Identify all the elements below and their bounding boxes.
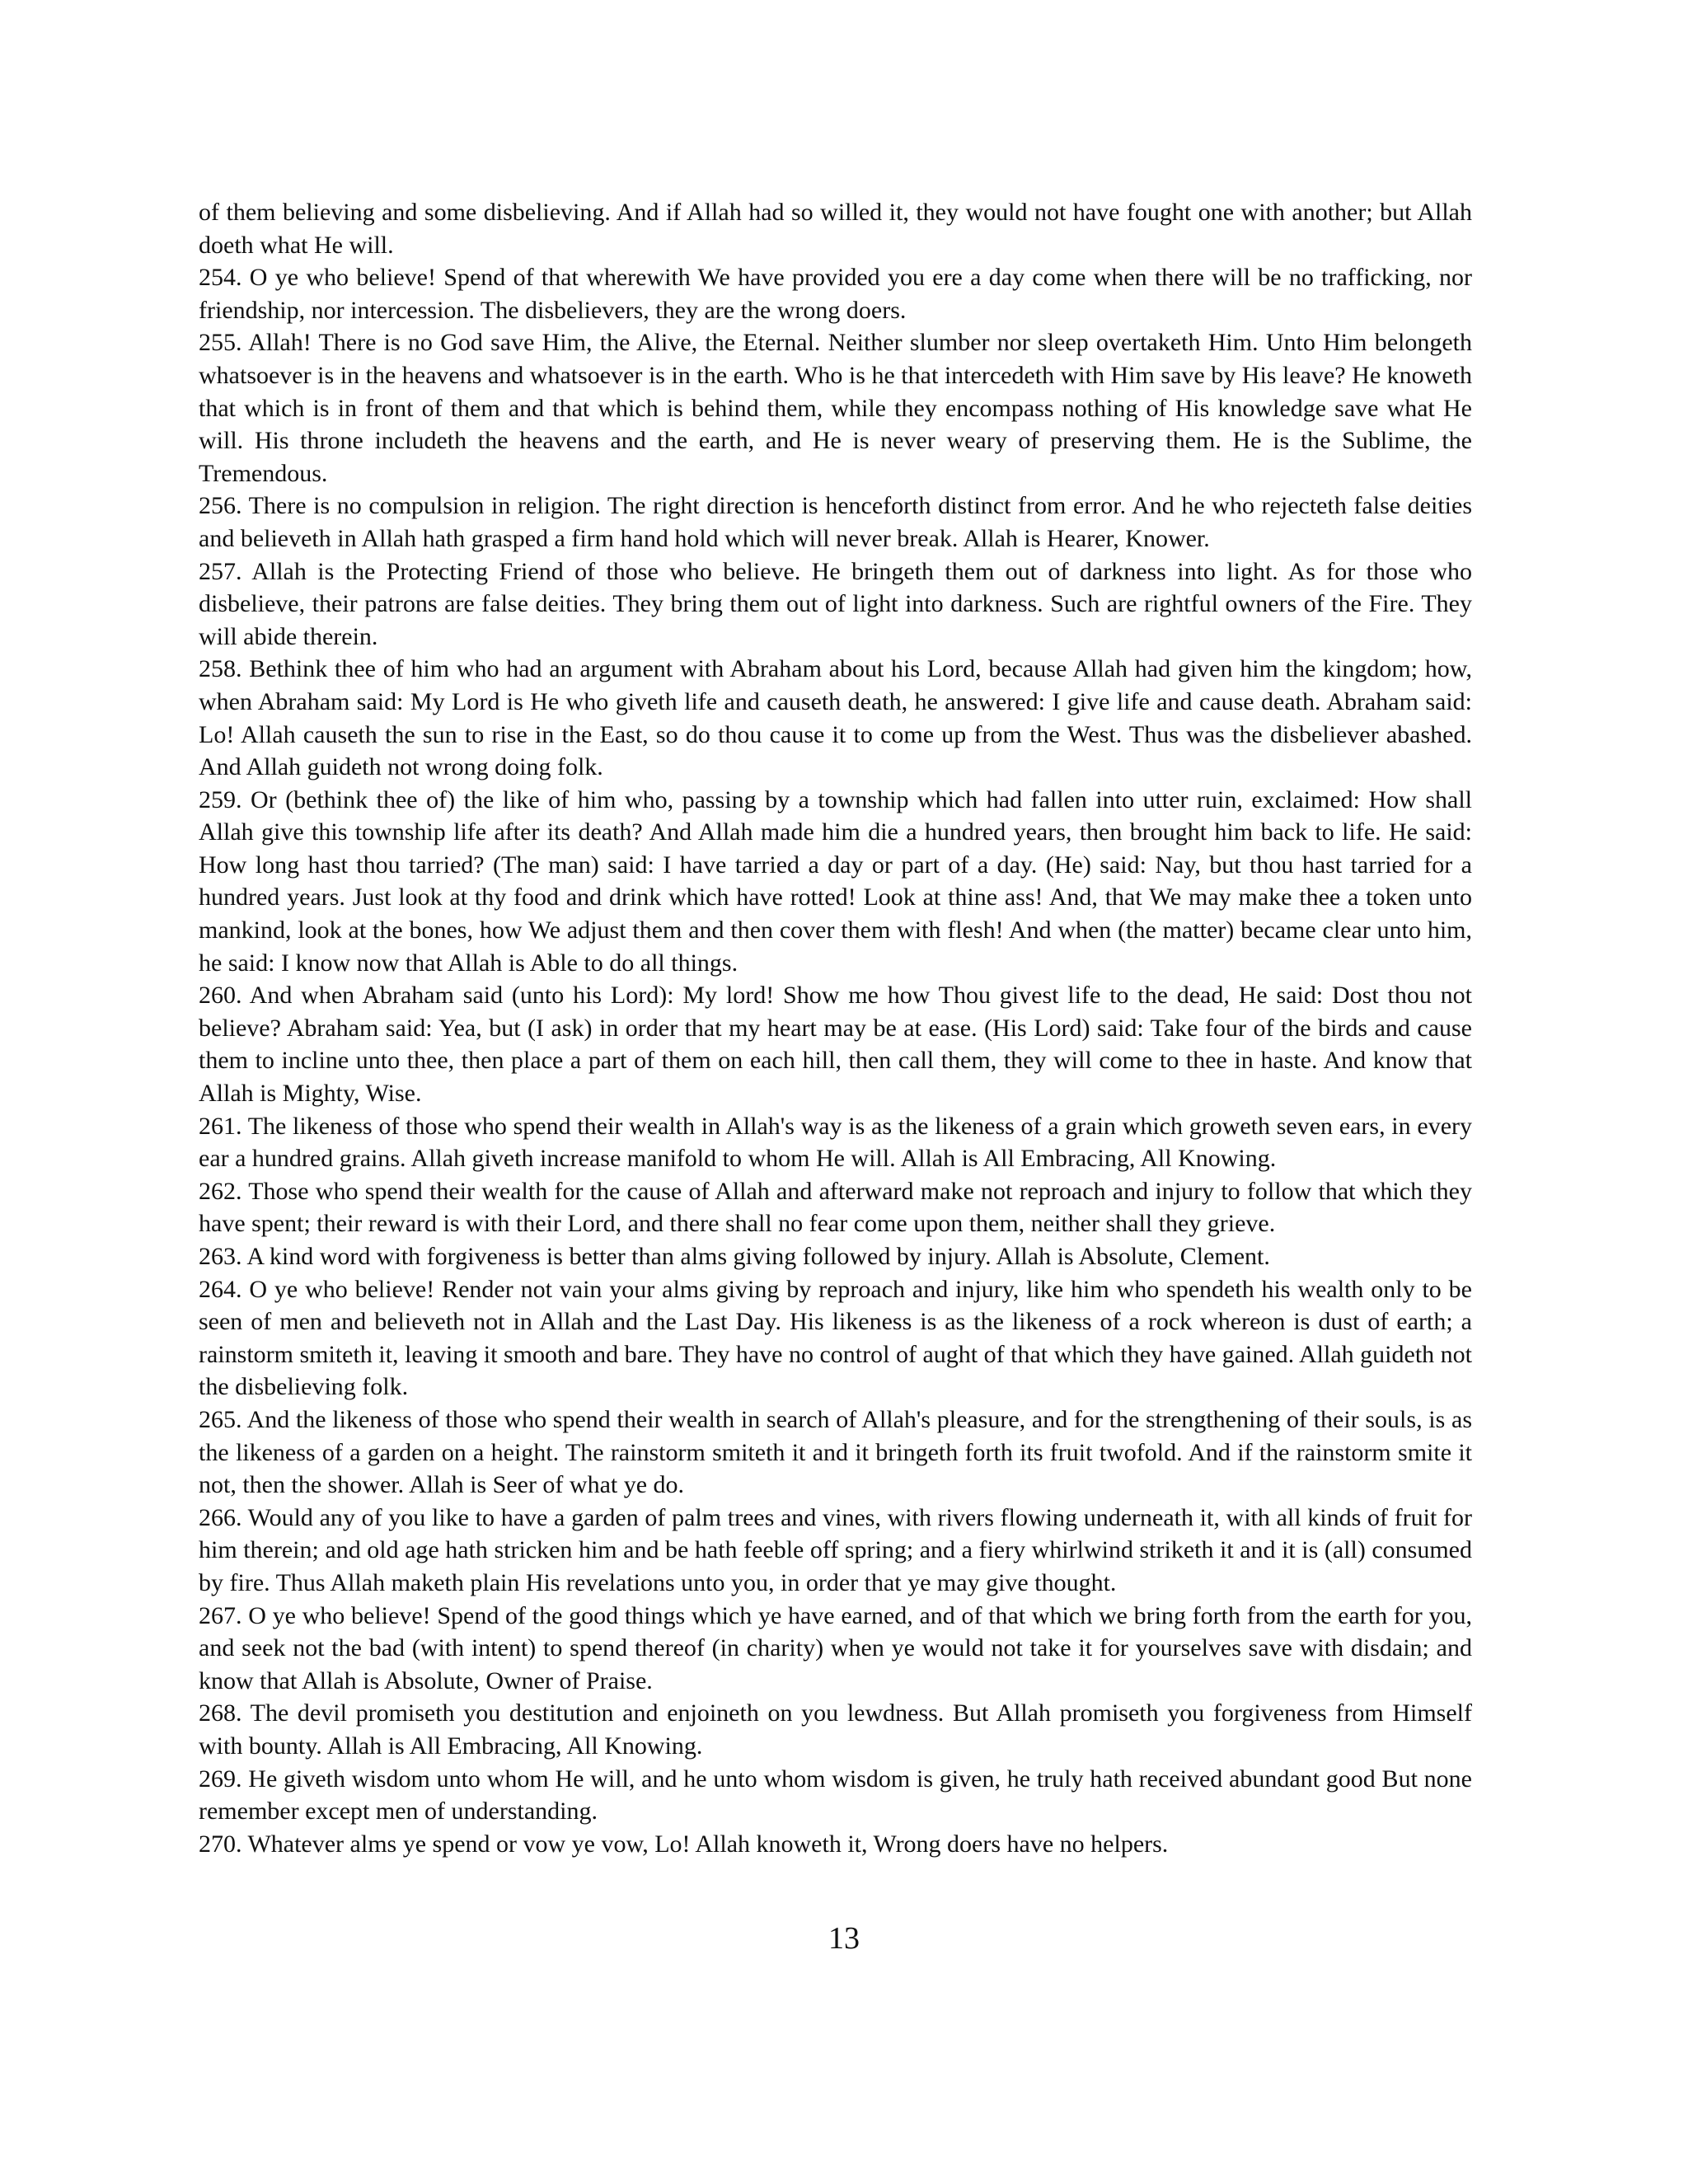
- verse-257: 257. Allah is the Protecting Friend of those who believe. He bringeth them out of darkness into light. As for those who disbelieve, their patrons are false deities. They bring them out of light into darkness. Such are rightful owners of the Fire. They will abide therein.: [199, 557, 1472, 650]
- verse-267: 267. O ye who believe! Spend of the good things which ye have earned, and of that which we bring forth from the earth for you, and seek not the bad (with intent) to spend thereof (in charity) when ye would not take it for yourselves save with disdain; and know that Allah is Absolute, Owner of Praise.: [199, 1601, 1472, 1694]
- verse-255: 255. Allah! There is no God save Him, the Alive, the Eternal. Neither slumber nor sleep overtaketh Him. Unto Him belongeth whatsoever is in the heavens and whatsoever is in the earth. Who is he that intercedeth with Him save by His leave? He knoweth that which is in front of them and that which is behind them, while they encompass nothing of His knowledge save what He will. His throne includeth the heavens and the earth, and He is never weary of preserving them. He is the Sublime, the Tremendous.: [199, 329, 1472, 487]
- verse-256: 256. There is no compulsion in religion. The right direction is henceforth distinct from error. And he who rejecteth false deities and believeth in Allah hath grasped a firm hand hold which will never break. Allah is Hearer, Knower.: [199, 492, 1472, 552]
- verse-270: 270. Whatever alms ye spend or vow ye vow, Lo! Allah knoweth it, Wrong doers have no helpers.: [199, 1830, 1169, 1858]
- verse-261: 261. The likeness of those who spend their wealth in Allah's way is as the likeness of a grain which groweth seven ears, in every ear a hundred grains. Allah giveth increase manifold to whom He will. Allah is All Embracing, All Knowing.: [199, 1112, 1472, 1173]
- verse-260: 260. And when Abraham said (unto his Lord): My lord! Show me how Thou givest life to the dead, He said: Dost thou not believe? Abraham said: Yea, but (I ask) in order that my heart may be at ease. (His Lord) said: Take four of the birds and cause them to incline unto thee, then place a part of them on each hill, then call them, they will come to thee in haste. And know that Allah is Mighty, Wise.: [199, 982, 1472, 1108]
- verse-263: 263. A kind word with forgiveness is better than alms giving followed by injury. Allah is Absolute, Clement.: [199, 1243, 1270, 1270]
- page-number: 13: [828, 1921, 860, 1956]
- verse-268: 268. The devil promiseth you destitution and enjoineth on you lewdness. But Allah promiseth you forgiveness from Himself with bounty. Allah is All Embracing, All Knowing.: [199, 1699, 1472, 1760]
- verse-265: 265. And the likeness of those who spend their wealth in search of Allah's pleasure, and for the strengthening of their souls, is as the likeness of a garden on a height. The rainstorm smiteth it and it bringeth forth its fruit twofold. And if the rainstorm smite it not, then the shower. Allah is Seer of what ye do.: [199, 1405, 1472, 1499]
- body-text: [199, 196, 1472, 1860]
- verse-269: 269. He giveth wisdom unto whom He will, and he unto whom wisdom is given, he truly hath received abundant good But none remember except men of understanding.: [199, 1765, 1472, 1825]
- verse-254: 254. O ye who believe! Spend of that wherewith We have provided you ere a day come when there will be no trafficking, nor friendship, nor intercession. The disbelievers, they are the wrong doers.: [199, 264, 1472, 324]
- verse-262: 262. Those who spend their wealth for the cause of Allah and afterward make not reproach and injury to follow that which they have spent; their reward is with their Lord, and there shall no fear come upon them, neither shall they grieve.: [199, 1177, 1472, 1238]
- verse-259: 259. Or (bethink thee of) the like of him who, passing by a township which had fallen into utter ruin, exclaimed: How shall Allah give this township life after its death? And Allah made him die a hundred years, then brought him back to life. He said: How long hast thou tarried? (The man) said: I have tarried a day or part of a day. (He) said: Nay, but thou hast tarried for a hundred years. Just look at thy food and drink which have rotted! Look at thine ass! And, that We may make thee a token unto mankind, look at the bones, how We adjust them and then cover them with flesh! And when (the matter) became clear unto him, he said: I know now that Allah is Able to do all things.: [199, 785, 1472, 977]
- verse-258: 258. Bethink thee of him who had an argument with Abraham about his Lord, because Allah had given him the kingdom; how, when Abraham said: My Lord is He who giveth life and causeth death, he answered: I give life and cause death. Abraham said: Lo! Allah causeth the sun to rise in the East, so do thou cause it to come up from the West. Thus was the disbeliever abashed. And Allah guideth not wrong doing folk.: [199, 655, 1472, 781]
- verse-continuation: of them believing and some disbelieving. And if Allah had so willed it, they would not have fought one with another; but Allah doeth what He will.: [199, 199, 1472, 259]
- verse-266: 266. Would any of you like to have a garden of palm trees and vines, with rivers flowing underneath it, with all kinds of fruit for him therein; and old age hath stricken him and be hath feeble off spring; and a fiery whirlwind striketh it and it is (all) consumed by fire. Thus Allah maketh plain His revelations unto you, in order that ye may give thought.: [199, 1503, 1472, 1596]
- verse-264: 264. O ye who believe! Render not vain your alms giving by reproach and injury, like him who spendeth his wealth only to be seen of men and believeth not in Allah and the Last Day. His likeness is as the likeness of a rock whereon is dust of earth; a rainstorm smiteth it, leaving it smooth and bare. They have no control of aught of that which they have gained. Allah guideth not the disbelieving folk.: [199, 1275, 1472, 1401]
